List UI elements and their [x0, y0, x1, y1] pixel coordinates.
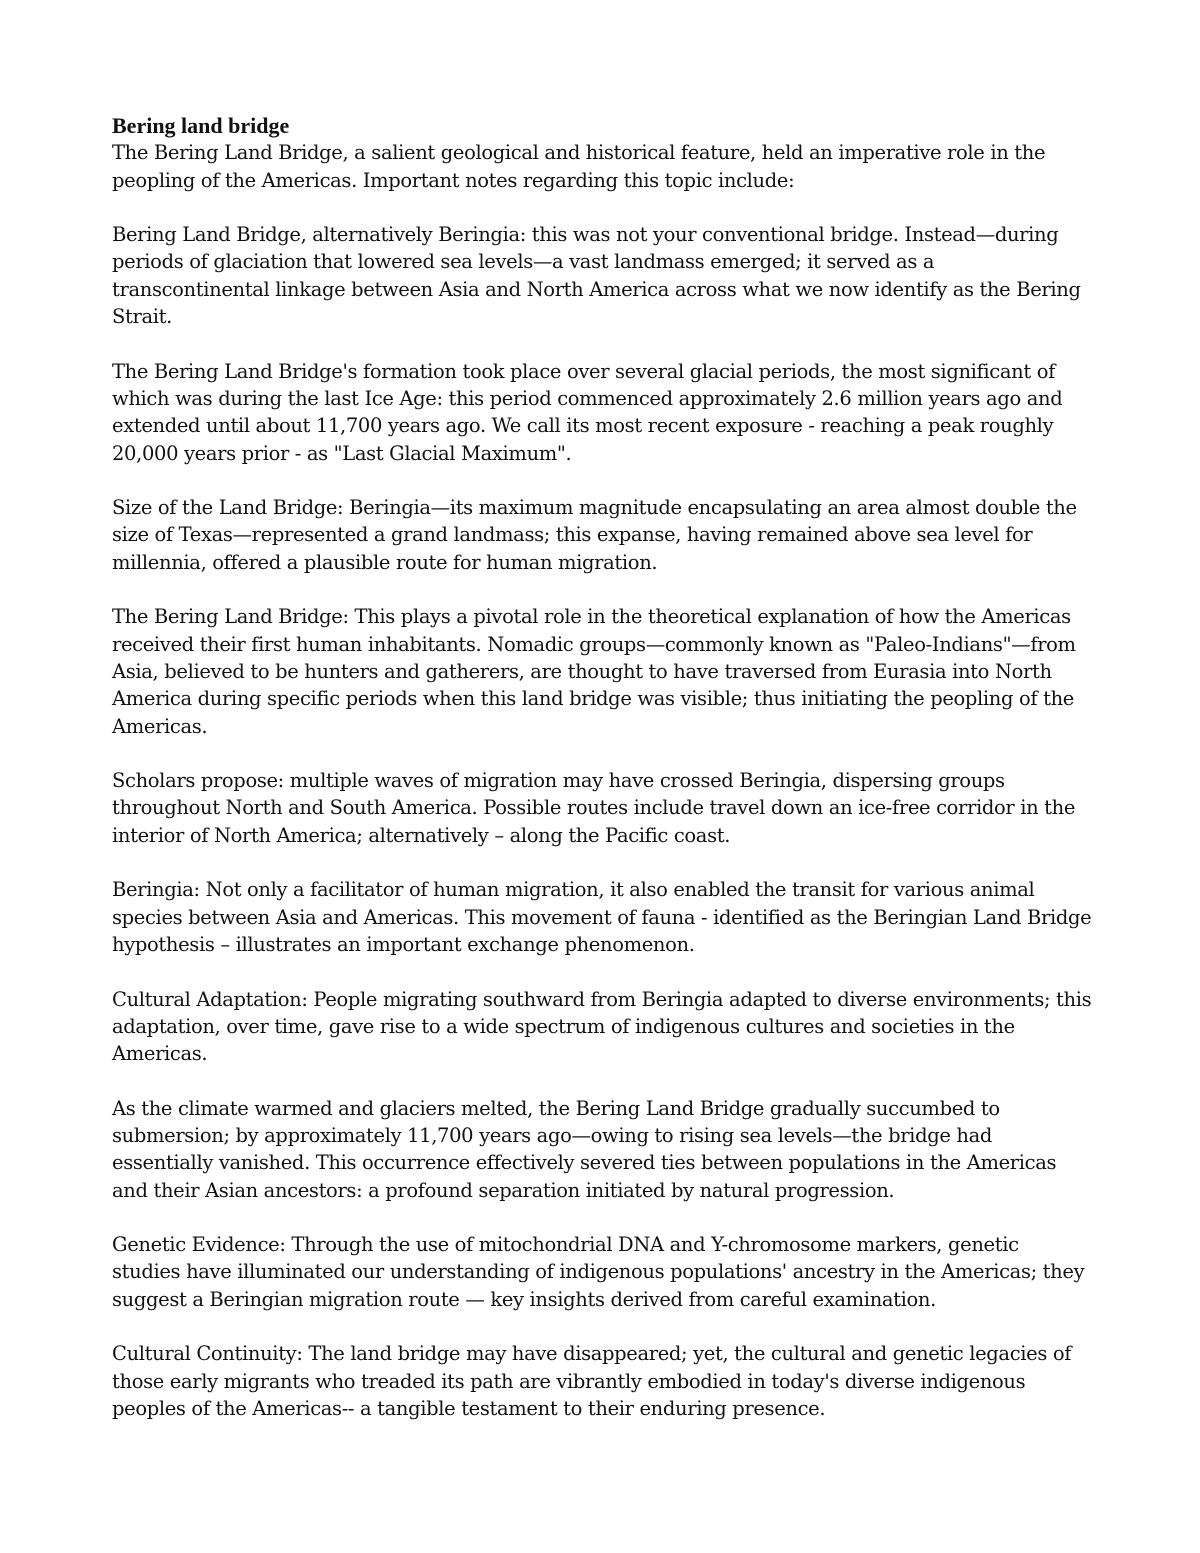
paragraph-formation: The Bering Land Bridge's formation took place over several glacial periods, the most significant of which was during the last Ice Age: this period commenced approximately 2.6 million years ago and extended until about 11,700 years ago. We call its most recent exposure - reaching a peak roughly 20,000 years prior - as "Last Glacial Maximum".: [112, 359, 1063, 465]
paragraph-cultural-continuity: Cultural Continuity: The land bridge may have disappeared; yet, the cultural and genetic legacies of those early migrants who treaded its path are vibrantly embodied in today's diverse indigenous peoples of the Americas-- a tangible testament to their enduring presence.: [112, 1342, 1072, 1420]
paragraph-submersion: As the climate warmed and glaciers melted, the Bering Land Bridge gradually succumbed to submersion; by approximately 11,700 years ago—owing to rising sea levels—the bridge had essentially vanished. This occurrence effectively severed ties between populations in the Americas and their Asian ancestors: a profound separation initiated by natural progression.: [112, 1096, 1057, 1202]
paragraph-genetic-evidence: Genetic Evidence: Through the use of mitochondrial DNA and Y-chromosome markers, genetic studies have illuminated our understanding of indigenous populations' ancestry in the Americas; they suggest a Beringian migration route — key insights derived from careful examination.: [112, 1233, 1085, 1311]
paragraph-fauna: Beringia: Not only a facilitator of human migration, it also enabled the transit for various animal species between Asia and Americas. This movement of fauna - identified as the Beringian Land Bridge hypothesis – illustrates an important exchange phenomenon.: [112, 878, 1092, 956]
paragraph-cultural-adaptation: Cultural Adaptation: People migrating southward from Beringia adapted to diverse environments; this adaptation, over time, gave rise to a wide spectrum of indigenous cultures and societies in the Americas.: [112, 987, 1092, 1066]
document-title: Bering land bridge: [112, 113, 290, 138]
paragraph-intro: The Bering Land Bridge, a salient geological and historical feature, held an imperative role in the peopling of the Americas. Important notes regarding this topic include:: [112, 141, 1046, 192]
paragraph-migration-waves: Scholars propose: multiple waves of migration may have crossed Beringia, dispersing groups throughout North and South America. Possible routes include travel down an ice-free corridor in the interior of North America; alternatively – along the Pacific coast.: [112, 769, 1076, 847]
paragraph-beringia-definition: Bering Land Bridge, alternatively Beringia: this was not your conventional bridge. Instead—during periods of glaciation that lowered sea levels—a vast landmass emerged; it served as a transcontinental linkage between Asia and North America across what we now identify as the Bering Strait.: [112, 223, 1081, 329]
document-page: [112, 112, 1092, 1450]
paragraph-peopling: The Bering Land Bridge: This plays a pivotal role in the theoretical explanation of how the Americas received their first human inhabitants. Nomadic groups—commonly known as "Paleo-Indians"—from Asia, believed to be hunters and gatherers, are thought to have traversed from Eurasia into North America during specific periods when this land bridge was visible; thus initiating the peopling of the Americas.: [112, 605, 1076, 738]
paragraph-size: Size of the Land Bridge: Beringia—its maximum magnitude encapsulating an area almost double the size of Texas—represented a grand landmass; this expanse, having remained above sea level for millennia, offered a plausible route for human migration.: [112, 496, 1077, 574]
